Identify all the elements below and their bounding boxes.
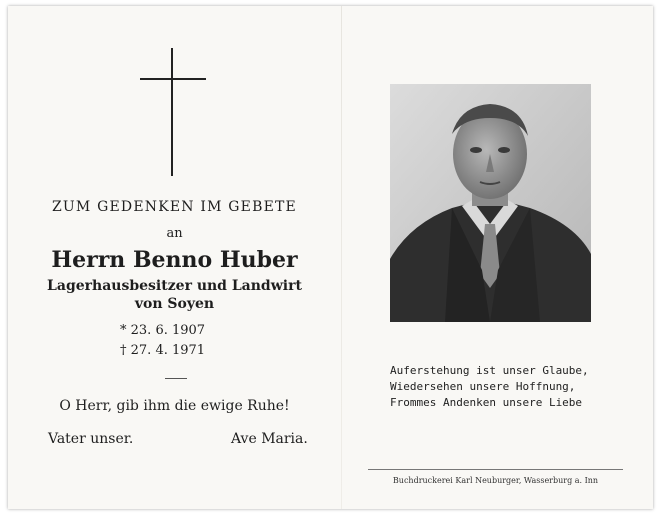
divider [165,378,187,379]
prayer-text: O Herr, gib ihm die ewige Ruhe! [59,398,290,414]
verse-line: Frommes Andenken unsere Liebe [390,396,583,409]
verse-line: Auferstehung ist unser Glaube, [390,364,589,377]
verse-block [390,363,589,411]
memorial-heading: ZUM GEDENKEN IM GEBETE [52,199,297,215]
card-fold [341,6,342,509]
footer-divider [368,469,623,470]
printer-credit: Buchdruckerei Karl Neuburger, Wasserburg a. Inn [392,476,599,485]
portrait-icon [390,84,591,322]
place-of-origin: von Soyen [134,296,215,312]
life-dates [120,321,205,361]
ave-maria-text: Ave Maria. [231,431,308,447]
vater-unser-text: Vater unser. [48,431,134,447]
cross-icon [140,48,206,176]
an-text: an [166,226,183,241]
birth-date: * 23. 6. 1907 [120,323,206,338]
verse-line: Wiedersehen unsere Hoffnung, [390,380,576,393]
death-date: † 27. 4. 1971 [120,343,206,358]
occupation: Lagerhausbesitzer und Landwirt [47,278,302,294]
deceased-name: Herrn Benno Huber [51,247,298,273]
portrait-photo [390,84,591,322]
memorial-card [8,6,653,509]
